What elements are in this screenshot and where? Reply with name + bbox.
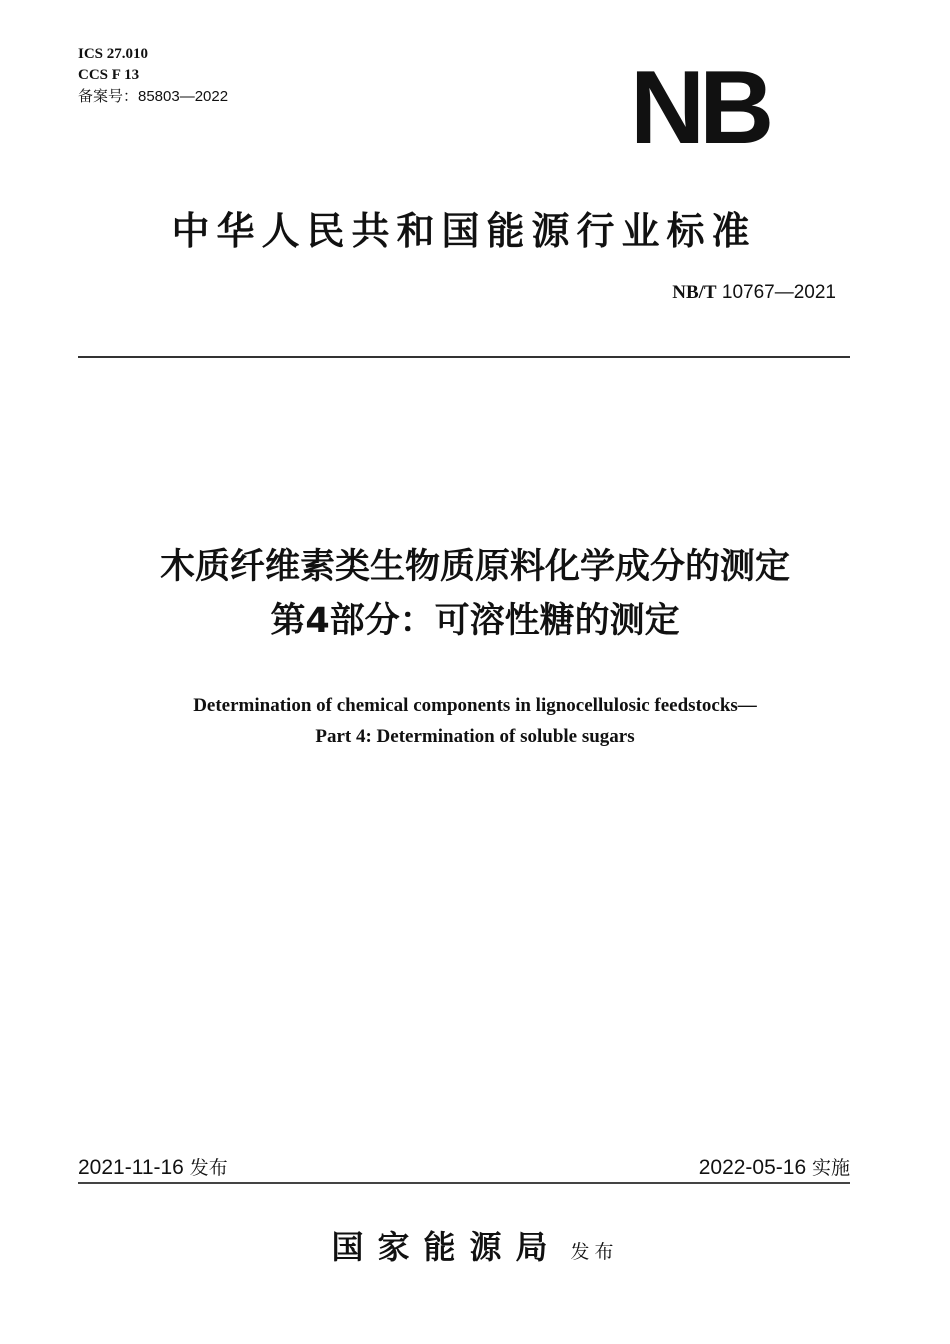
publisher-name: 国家能源局 bbox=[331, 1228, 562, 1266]
ics-code: ICS 27.010 bbox=[78, 46, 149, 62]
ccs-code: CCS F 13 bbox=[78, 67, 140, 83]
top-divider bbox=[78, 356, 850, 358]
english-title-line-1: Determination of chemical components in lignocellulosic feedstocks— bbox=[193, 695, 757, 716]
chinese-title-line-2: 第4部分：可溶性糖的测定 bbox=[270, 601, 680, 641]
record-number: 备案号：85803—2022 bbox=[78, 88, 229, 105]
effective-date: 2022-05-16 bbox=[698, 1156, 807, 1179]
effective-label: 实施 bbox=[811, 1157, 850, 1179]
english-title-line-2: Part 4: Determination of soluble sugars bbox=[315, 726, 635, 747]
standard-number bbox=[672, 282, 836, 304]
publisher-suffix: 发布 bbox=[570, 1241, 619, 1263]
issue-date: 2021-11-16 bbox=[78, 1156, 184, 1179]
publisher bbox=[0, 1222, 950, 1268]
standard-number-value: 10767—2021 bbox=[721, 282, 836, 303]
chinese-title bbox=[40, 540, 910, 648]
nb-logo: NB bbox=[630, 50, 769, 166]
date-row bbox=[78, 1148, 850, 1180]
effective-date-group bbox=[699, 1153, 850, 1180]
bottom-divider bbox=[78, 1182, 850, 1184]
issue-date-group bbox=[78, 1153, 228, 1180]
metadata-block bbox=[78, 44, 228, 107]
chinese-title-line-1: 木质纤维素类生物质原料化学成分的测定 bbox=[159, 547, 790, 587]
organization-title: 中华人民共和国能源行业标准 bbox=[171, 209, 757, 253]
english-title bbox=[40, 690, 910, 752]
standard-number-prefix: NB/T bbox=[672, 282, 717, 303]
issue-label: 发布 bbox=[189, 1157, 228, 1179]
